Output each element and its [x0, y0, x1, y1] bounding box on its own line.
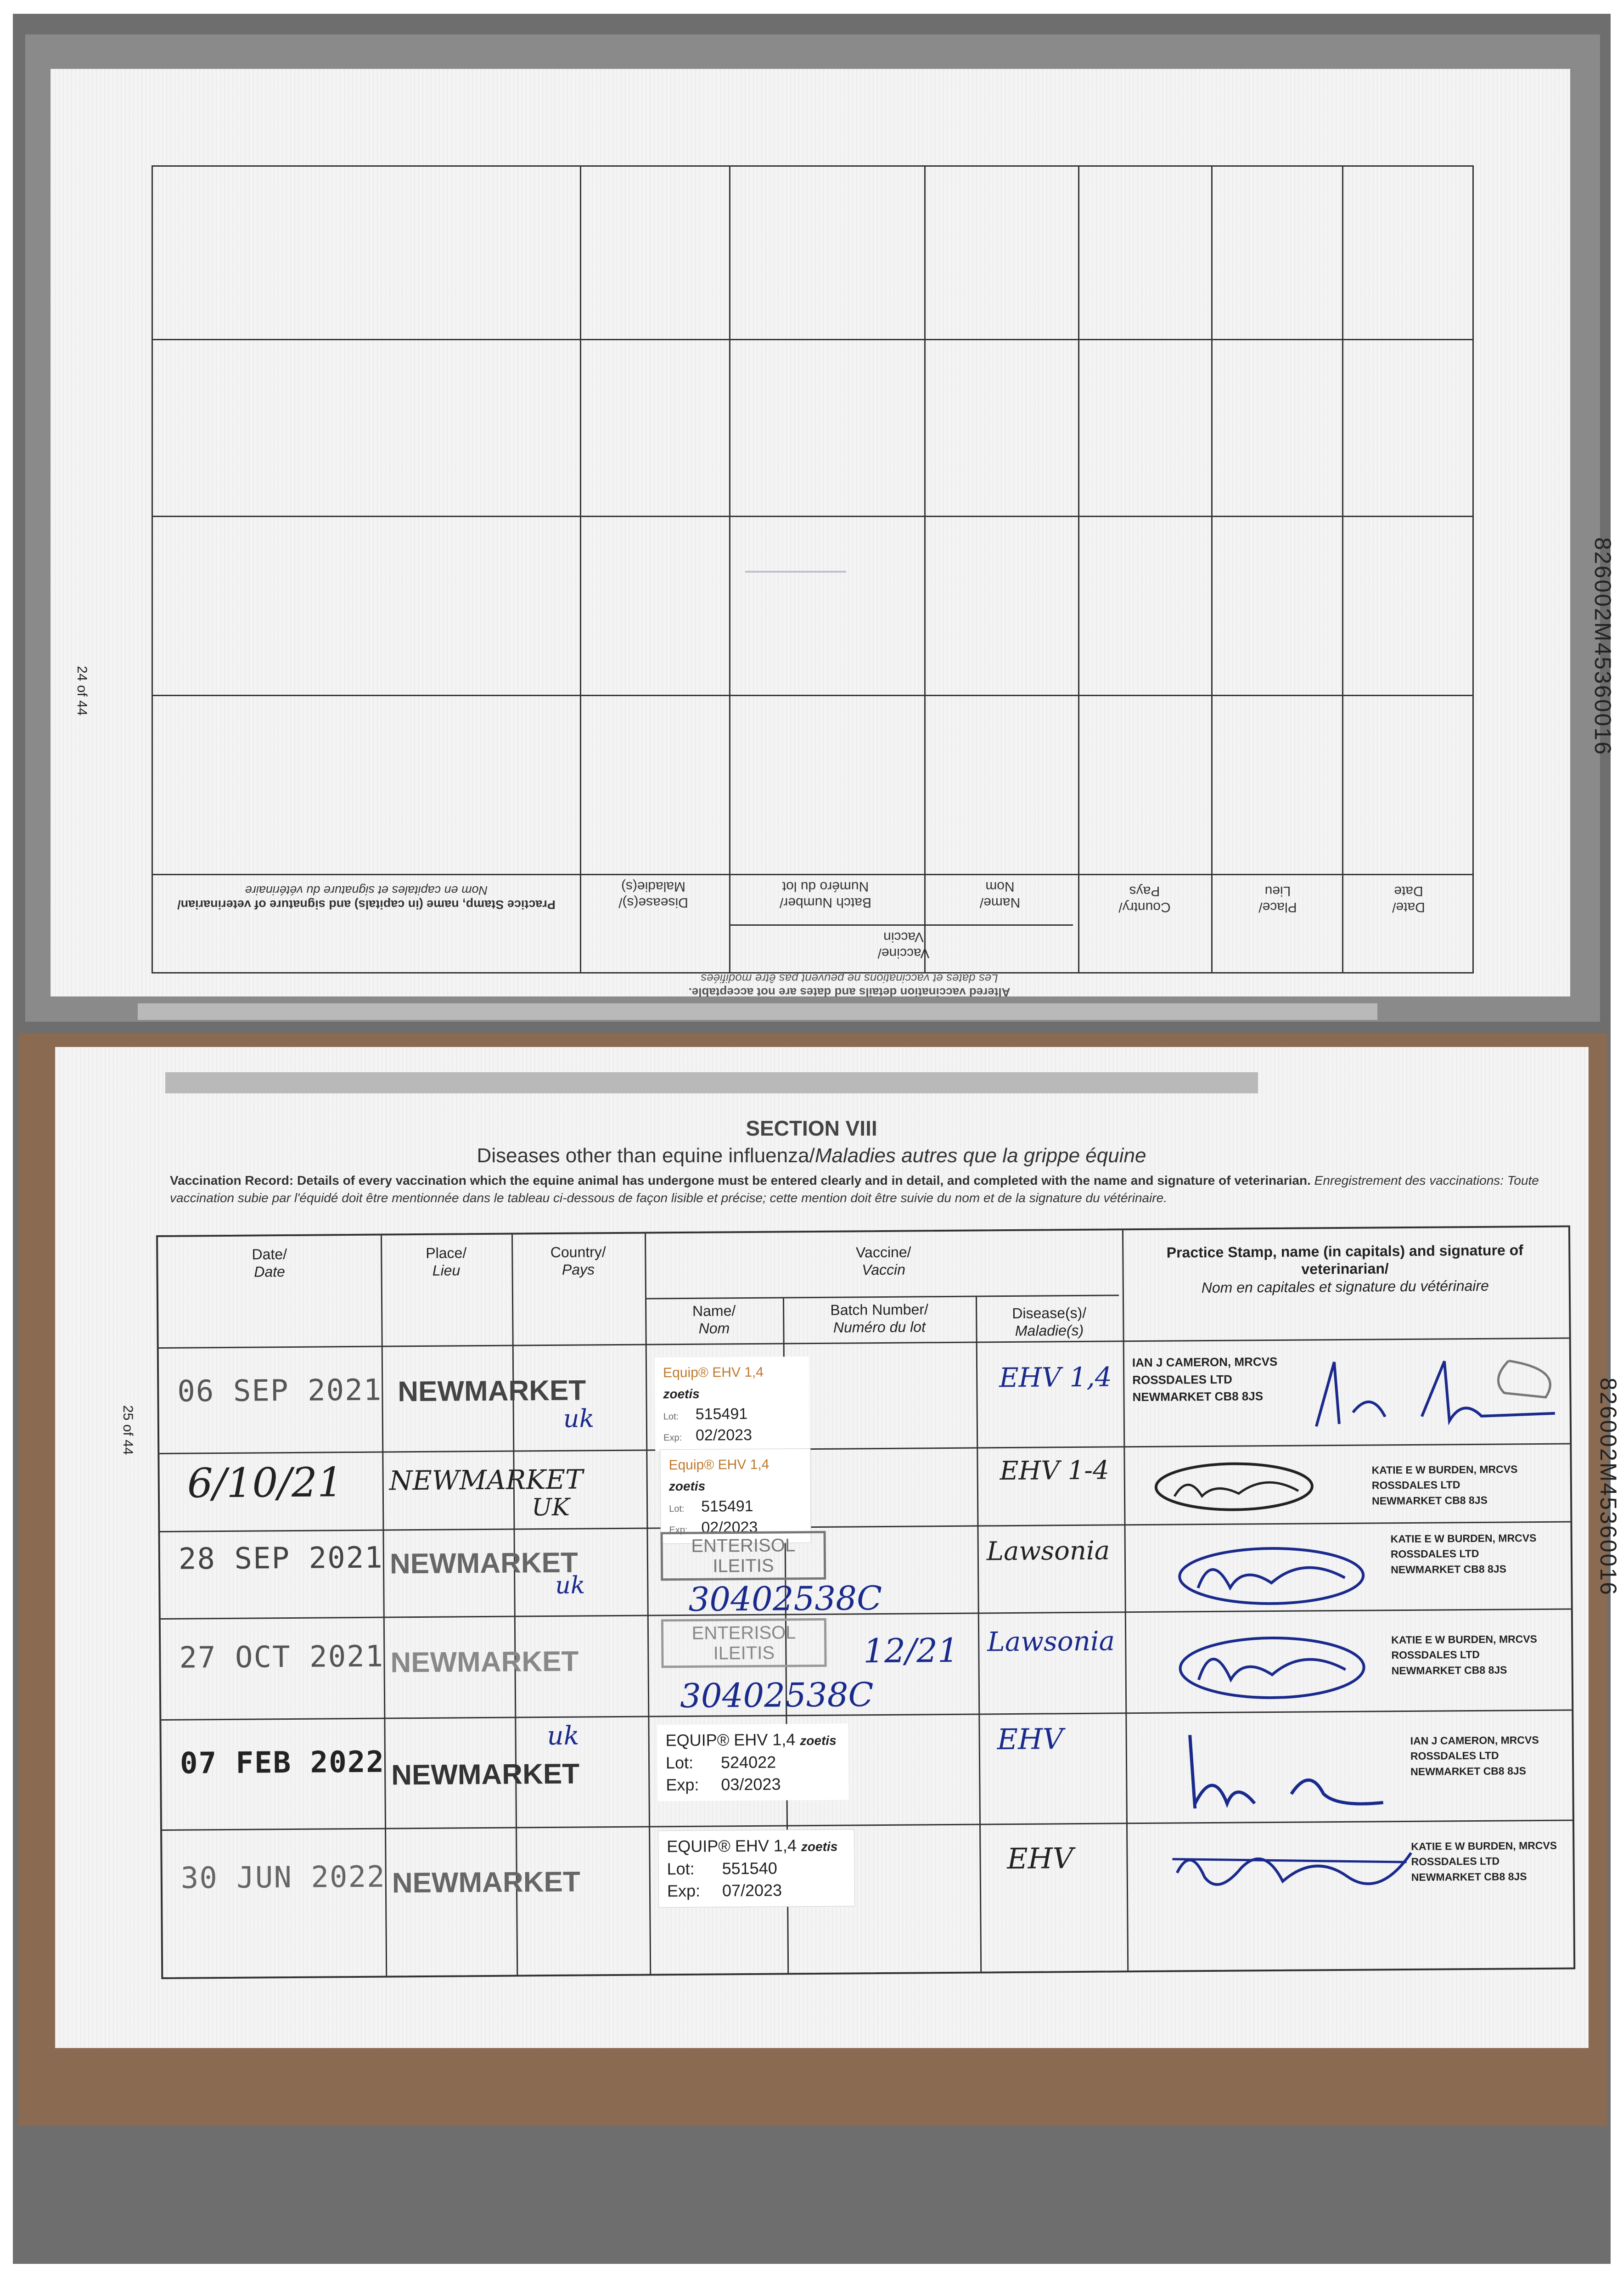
intro-text: [170, 1172, 1547, 1207]
b-header-country: Country/: [550, 1244, 606, 1261]
row6-exp-label: Exp:: [667, 1881, 701, 1901]
row5-vet-stamp: [1410, 1733, 1539, 1779]
b-header-place-fr: Lieu: [432, 1262, 461, 1279]
row6-vet-name: KATIE E W BURDEN, MRCVS: [1411, 1839, 1557, 1852]
row2-lot: 515491: [701, 1497, 753, 1515]
row4-vaccine-line2: ILEITIS: [713, 1643, 775, 1664]
header-country: Country/: [1118, 900, 1171, 915]
row1-vet-practice: ROSSDALES LTD: [1132, 1372, 1232, 1387]
row5-vet-address: NEWMARKET CB8 8JS: [1410, 1764, 1527, 1778]
b-header-practice: Practice Stamp, name (in capitals) and signature of veterinarian/: [1166, 1242, 1523, 1277]
header-disease: Disease(s)/: [618, 895, 688, 910]
row5-disease: EHV: [997, 1722, 1064, 1756]
row6-vaccine-maker: zoetis: [801, 1839, 838, 1854]
row4-batch: 30402538C: [680, 1675, 874, 1716]
row1-lot: 515491: [695, 1405, 748, 1423]
row2-exp: 02/2023: [701, 1518, 758, 1536]
row5-vet-practice: ROSSDALES LTD: [1410, 1749, 1499, 1762]
row4-place: NEWMARKET: [390, 1645, 579, 1679]
row2-place: NEWMARKET: [389, 1463, 583, 1497]
row1-vet-address: NEWMARKET CB8 8JS: [1132, 1389, 1264, 1404]
b-header-date-fr: Date: [254, 1263, 285, 1280]
header-disease-fr: Maladie(s): [621, 879, 686, 895]
row2-disease: EHV 1-4: [1000, 1455, 1109, 1486]
b-header-name: Name/: [692, 1302, 736, 1319]
row3-disease: Lawsonia: [986, 1536, 1110, 1567]
header-batch: Batch Number/: [779, 895, 872, 910]
header-date-fr: Date: [1394, 884, 1423, 899]
row2-vet-practice: ROSSDALES LTD: [1371, 1479, 1460, 1491]
row2-lot-label: Lot:: [669, 1503, 685, 1514]
header-place: Place/: [1258, 900, 1297, 915]
page-number-24: 24 of 44: [74, 666, 90, 716]
b-header-date: Date/: [252, 1246, 287, 1263]
b-header-batch-fr: Numéro du lot: [833, 1318, 926, 1336]
row1-vaccine-maker: zoetis: [663, 1386, 700, 1401]
header-place-fr: Lieu: [1264, 884, 1291, 899]
header-date: Date/: [1392, 900, 1425, 915]
side-id-top: 826002M45360016: [1590, 537, 1616, 756]
vaccination-table-page-25: [156, 1225, 1575, 1979]
row6-lot: 551540: [722, 1858, 777, 1878]
row1-exp-label: Exp:: [663, 1432, 682, 1443]
row4-exp: 12/21: [863, 1631, 959, 1671]
row2-date: 6/10/21: [187, 1458, 343, 1507]
b-header-practice-fr: Nom en capitales et signature du vétérinaire: [1201, 1277, 1489, 1296]
side-id-bottom: 826002M45360016: [1595, 1378, 1621, 1596]
intro-fr: Enregistrement des vaccinations: Toute vaccination subie par l'équidé doit être mentionnée dans le tableau ci-dessous de façon lisible et précise; cette mention doit être suivie du nom et de la signature du vétérinaire.: [170, 1173, 1539, 1205]
header-country-fr: Pays: [1129, 884, 1160, 899]
row3-signature: [1170, 1531, 1382, 1611]
b-header-disease: Disease(s)/: [1012, 1304, 1087, 1322]
row3-place: NEWMARKET: [389, 1547, 578, 1580]
row2-vet-stamp: [1372, 1462, 1518, 1508]
row6-exp: 07/2023: [722, 1880, 782, 1900]
row4-signature: [1171, 1619, 1382, 1707]
subtitle-en: Diseases other than equine influenza/: [477, 1144, 815, 1167]
row5-country: uk: [547, 1721, 579, 1751]
header-practice: Practice Stamp, name (in capitals) and signature of veterinarian/: [177, 898, 556, 912]
row6-vet-practice: ROSSDALES LTD: [1411, 1855, 1500, 1868]
row6-vet-address: NEWMARKET CB8 8JS: [1411, 1870, 1527, 1883]
row5-date: 07 FEB 2022: [180, 1745, 385, 1781]
row1-vaccine-sticker: [655, 1356, 809, 1451]
row5-vet-name: IAN J CAMERON, MRCVS: [1410, 1734, 1539, 1747]
row6-disease: EHV: [1007, 1841, 1073, 1876]
row3-vet-name: KATIE E W BURDEN, MRCVS: [1390, 1532, 1537, 1545]
header-vaccine-fr: Vaccin: [883, 929, 924, 945]
row4-vaccine-stamp: [661, 1618, 827, 1668]
row4-vet-name: KATIE E W BURDEN, MRCVS: [1391, 1633, 1538, 1646]
row2-vaccine-sticker: [660, 1448, 811, 1544]
b-header-place: Place/: [426, 1244, 467, 1261]
row4-vet-stamp: [1391, 1632, 1537, 1678]
row3-vaccine-line1: ENTERISOL: [691, 1535, 796, 1556]
note-altered-fr: Les dates et vaccinations ne peuvent pas être modifiées: [701, 971, 998, 985]
row3-date: 28 SEP 2021: [178, 1541, 384, 1576]
row6-vet-stamp: [1411, 1838, 1557, 1885]
row2-signature: [1146, 1454, 1340, 1519]
row5-lot: 524022: [720, 1752, 776, 1772]
row5-place: NEWMARKET: [391, 1758, 580, 1791]
row6-signature: [1163, 1825, 1421, 1919]
row4-vet-practice: ROSSDALES LTD: [1391, 1649, 1480, 1661]
faint-pen-mark: [745, 571, 846, 573]
header-name: Name/: [979, 895, 1021, 910]
row3-country: uk: [555, 1571, 585, 1599]
b-header-vaccine: Vaccine/: [855, 1244, 911, 1261]
subtitle-fr: Maladies autres que la grippe équine: [814, 1144, 1146, 1167]
row2-vet-name: KATIE E W BURDEN, MRCVS: [1371, 1463, 1518, 1476]
row2-vaccine-maker: zoetis: [668, 1479, 706, 1494]
intro-en: Vaccination Record: Details of every vaccination which the equine animal has undergone must be entered clearly and in detail, and completed with the name and signature of veterinarian.: [170, 1173, 1311, 1187]
row5-signature: [1171, 1715, 1402, 1818]
row6-vaccine-sticker: [658, 1829, 855, 1908]
b-header-disease-fr: Maladie(s): [1015, 1322, 1084, 1339]
row2-vet-address: NEWMARKET CB8 8JS: [1372, 1494, 1488, 1507]
row1-vet-name: IAN J CAMERON, MRCVS: [1132, 1354, 1278, 1370]
row6-vaccine-brand: EQUIP® EHV 1,4: [667, 1836, 797, 1856]
header-vaccine: Vaccine/: [877, 945, 930, 961]
row1-country: uk: [563, 1404, 595, 1433]
row1-place: NEWMARKET: [398, 1374, 586, 1408]
row6-date: 30 JUN 2022: [180, 1860, 386, 1896]
b-header-vaccine-fr: Vaccin: [862, 1261, 906, 1278]
b-header-batch: Batch Number/: [830, 1301, 928, 1318]
row4-disease: Lawsonia: [987, 1625, 1115, 1658]
section-title: SECTION VIII: [746, 1116, 877, 1140]
row3-vet-address: NEWMARKET CB8 8JS: [1391, 1563, 1506, 1576]
row3-vaccine-stamp: [661, 1531, 826, 1581]
row3-vaccine-line2: ILEITIS: [713, 1555, 774, 1576]
row2-vaccine-brand: Equip® EHV 1,4: [668, 1457, 769, 1473]
row6-place: NEWMARKET: [392, 1866, 580, 1899]
header-name-fr: Nom: [985, 879, 1015, 895]
header-practice-fr: Nom en capitales et signature du vétérinaire: [245, 884, 488, 898]
row1-vet-stamp: [1132, 1353, 1278, 1406]
row2-country: UK: [531, 1493, 570, 1522]
row1-vaccine-brand: Equip® EHV 1,4: [663, 1364, 764, 1381]
row1-disease: EHV 1,4: [999, 1361, 1112, 1394]
note-altered: [528, 971, 1171, 999]
b-header-country-fr: Pays: [562, 1261, 595, 1278]
row3-vet-stamp: [1391, 1531, 1537, 1577]
row4-vaccine-line1: ENTERISOL: [691, 1622, 796, 1643]
row5-vaccine-sticker: [657, 1724, 848, 1801]
row6-lot-label: Lot:: [667, 1859, 695, 1878]
row5-vaccine-brand: EQUIP® EHV 1,4: [665, 1730, 796, 1750]
note-altered-en: Altered vaccination details and dates are not acceptable.: [688, 985, 1011, 999]
row5-exp-label: Exp:: [666, 1775, 699, 1795]
row1-lot-label: Lot:: [663, 1411, 679, 1422]
row5-vaccine-maker: zoetis: [800, 1733, 837, 1748]
row4-date: 27 OCT 2021: [179, 1639, 384, 1675]
b-header-name-fr: Nom: [698, 1320, 730, 1337]
row3-batch: 30402538C: [688, 1578, 882, 1619]
page-number-25: 25 of 44: [120, 1405, 135, 1455]
row2-exp-label: Exp:: [669, 1525, 688, 1535]
row1-exp: 02/2023: [695, 1426, 753, 1444]
row1-date: 06 SEP 2021: [177, 1373, 382, 1409]
vaccination-table-page-24: [152, 165, 1474, 974]
row5-exp: 03/2023: [721, 1774, 781, 1794]
header-batch-fr: Numéro du lot: [782, 879, 869, 895]
row1-signature: [1307, 1342, 1564, 1441]
section-subtitle: [0, 1144, 1623, 1167]
grey-header-band-top: [138, 1003, 1377, 1020]
row4-vet-address: NEWMARKET CB8 8JS: [1391, 1664, 1507, 1677]
row5-lot-label: Lot:: [665, 1753, 694, 1772]
grey-header-band-bottom: [165, 1072, 1258, 1093]
row3-vet-practice: ROSSDALES LTD: [1390, 1548, 1479, 1560]
